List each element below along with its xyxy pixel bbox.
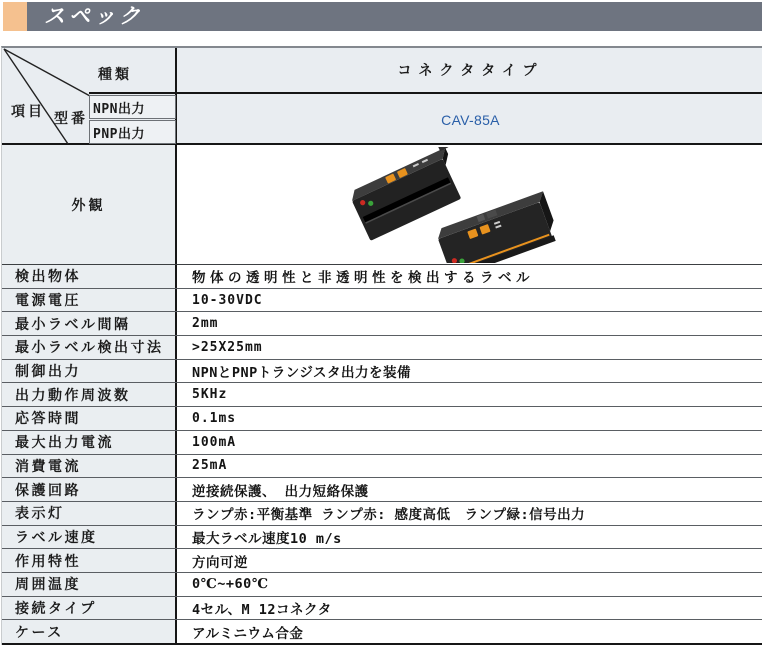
spec-value: 25mA	[177, 455, 762, 478]
spec-row	[2, 526, 762, 550]
spec-label: 検出物体	[2, 265, 177, 288]
npn-output-cell: NPN出力	[89, 95, 176, 119]
spec-value: 5KHz	[177, 383, 762, 406]
spec-label: 接続タイプ	[2, 597, 177, 620]
spec-value: NPNとPNPトランジスタ出力を装備	[177, 360, 762, 383]
spec-label: 電源電圧	[2, 289, 177, 312]
spec-label: ケース	[2, 620, 177, 643]
spec-row	[2, 549, 762, 573]
spec-row	[2, 336, 762, 360]
spec-value: アルミニウム合金	[177, 620, 762, 643]
spec-row	[2, 597, 762, 621]
table-matrix-header	[2, 48, 762, 145]
spec-value: 10-30VDC	[177, 289, 762, 312]
spec-label: 出力動作周波数	[2, 383, 177, 406]
model-number-link[interactable]: CAV-85A	[441, 111, 500, 128]
appearance-label: 外観	[2, 145, 177, 264]
spec-value: 100mA	[177, 431, 762, 454]
spec-value: 逆接続保護、 出力短絡保護	[177, 478, 762, 501]
spec-value: 物体の透明性と非透明性を検出するラベル	[177, 265, 762, 288]
spec-value: >25X25mm	[177, 336, 762, 359]
spec-value: 0℃~+60℃	[177, 573, 762, 596]
spec-row	[2, 265, 762, 289]
page-title: スペック	[44, 3, 144, 28]
spec-row	[2, 289, 762, 313]
spec-value: ランプ赤:平衡基準 ランプ赤: 感度高低 ランプ緑:信号出力	[177, 502, 762, 525]
spec-row	[2, 431, 762, 455]
spec-value: 最大ラベル速度10 m/s	[177, 526, 762, 549]
spec-row	[2, 383, 762, 407]
spec-table	[1, 46, 762, 645]
spec-label: 作用特性	[2, 549, 177, 572]
corner-label-kind: 種類	[98, 67, 132, 83]
spec-value: 0.1ms	[177, 407, 762, 430]
spec-row	[2, 502, 762, 526]
title-background-bar	[27, 2, 762, 31]
spec-label: 最小ラベル検出寸法	[2, 336, 177, 359]
spec-row	[2, 312, 762, 336]
spec-row	[2, 478, 762, 502]
connector-type-header: コネクタタイプ	[397, 63, 544, 79]
diagonal-corner-cell	[2, 48, 177, 145]
spec-label: 最大出力電流	[2, 431, 177, 454]
spec-label: 保護回路	[2, 478, 177, 501]
spec-label: 最小ラベル間隔	[2, 312, 177, 335]
spec-label: 制御出力	[2, 360, 177, 383]
spec-row	[2, 620, 762, 645]
spec-row	[2, 573, 762, 597]
spec-row	[2, 455, 762, 479]
spec-value: 方向可逆	[177, 549, 762, 572]
label-sensor-image	[322, 147, 562, 263]
spec-label: 消費電流	[2, 455, 177, 478]
spec-rows-container	[2, 265, 762, 645]
spec-label: 周囲温度	[2, 573, 177, 596]
spec-label: ラベル速度	[2, 526, 177, 549]
spec-value: 4セル、M 12コネクタ	[177, 597, 762, 620]
product-photo-cell	[177, 145, 762, 264]
spec-row	[2, 360, 762, 384]
corner-label-model: 型番	[54, 111, 88, 127]
section-title-bar	[3, 2, 762, 31]
corner-label-item: 項目	[11, 104, 45, 120]
pnp-output-cell: PNP出力	[89, 120, 176, 144]
spec-label: 応答時間	[2, 407, 177, 430]
spec-value: 2mm	[177, 312, 762, 335]
accent-square	[3, 2, 27, 31]
spec-row	[2, 407, 762, 431]
appearance-row	[2, 145, 762, 265]
spec-label: 表示灯	[2, 502, 177, 525]
